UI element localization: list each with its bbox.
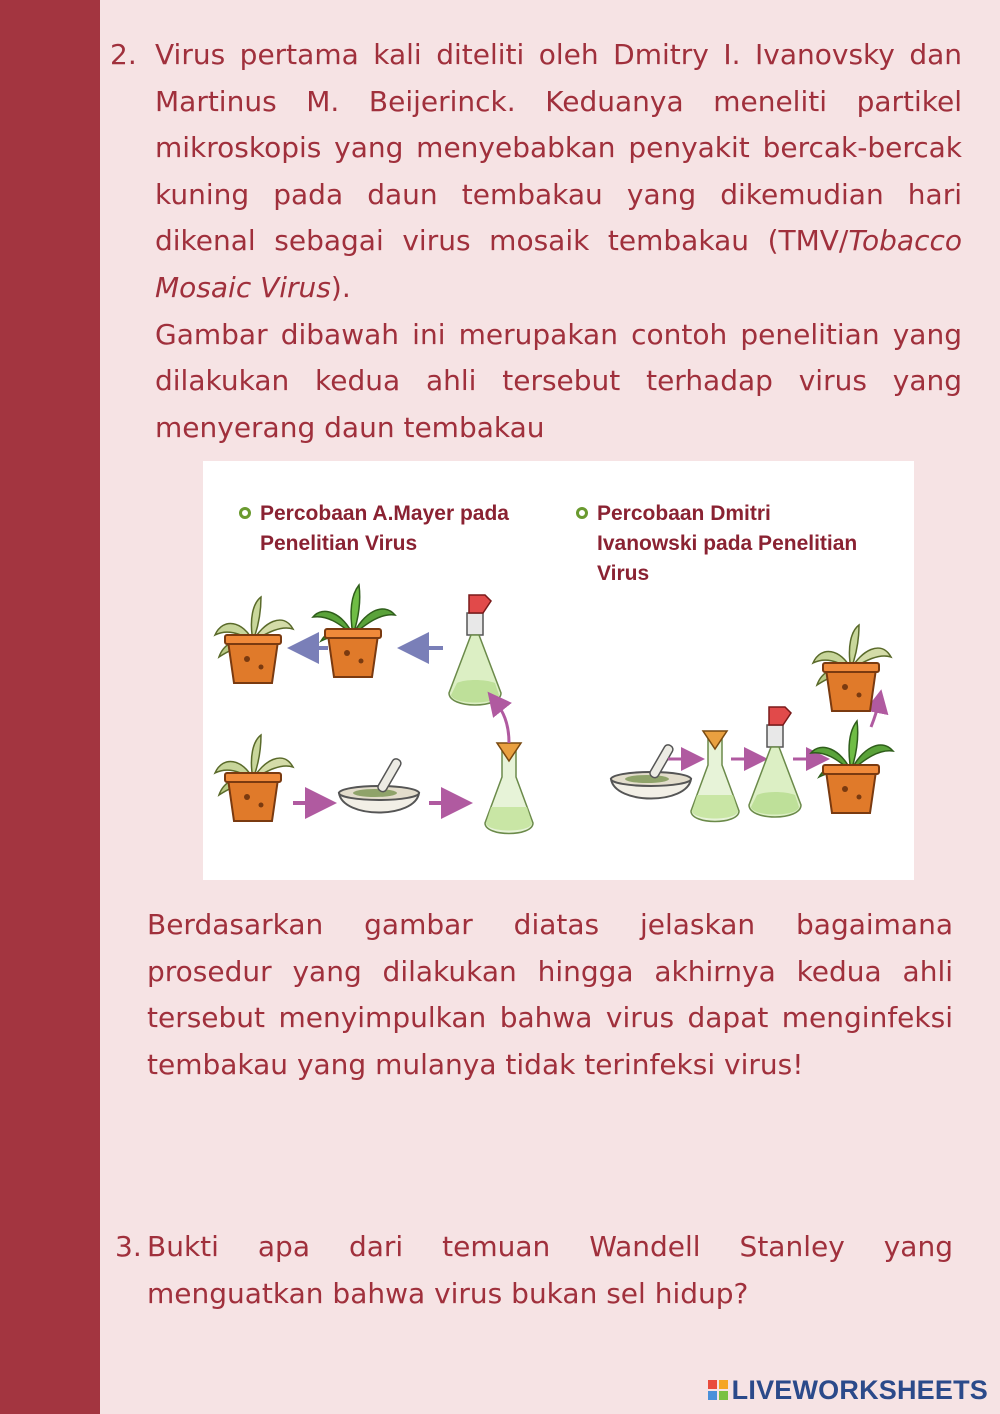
extract-flask (485, 743, 533, 834)
filter-flask (691, 731, 739, 822)
healthy-plant-pot-2 (811, 721, 893, 813)
spray-bottle (449, 595, 501, 705)
caption-mayer: Percobaan A.Mayer pada Penelitian Virus (239, 499, 539, 559)
logo-square (708, 1380, 717, 1389)
liveworksheets-logo-icon (708, 1380, 728, 1400)
question-number: 2. (110, 38, 137, 71)
intro-text-end: ). (330, 270, 351, 304)
mortar-and-pestle-2 (611, 743, 691, 798)
left-sidebar-band (0, 0, 100, 1414)
spray-bottle-2 (749, 707, 801, 817)
question-3-text: Bukti apa dari temuan Wandell Stanley yang menguatkan bahwa virus bukan sel hidup? (147, 1230, 953, 1310)
prompt-text: Berdasarkan gambar diatas jelaskan bagaimana prosedur yang dilakukan hingga akhirnya kedua ahli tersebut menyimpulkan bahwa virus dapat menginfeksi tembakau yang mulanya tidak terinfeksi virus! (147, 908, 953, 1081)
mortar-and-pestle (339, 757, 419, 812)
infected-plant-pot-2 (215, 735, 293, 821)
healthy-plant-pot (313, 585, 395, 677)
bullet-icon (576, 507, 588, 519)
liveworksheets-brand[interactable] (708, 1372, 988, 1408)
logo-square (708, 1391, 717, 1400)
question-number: 3. (115, 1230, 142, 1263)
bullet-icon (239, 507, 251, 519)
question-3 (115, 1224, 953, 1317)
infected-plant-pot-3 (813, 625, 891, 711)
experiment-figure (203, 461, 914, 880)
question-2 (110, 32, 962, 451)
caption-ivanowski: Percobaan Dmitri Ivanowski pada Penelitian Virus (576, 499, 876, 589)
infected-plant-pot (215, 597, 293, 683)
logo-square (719, 1391, 728, 1400)
question-2-paragraph-2: Gambar dibawah ini merupakan contoh penelitian yang dilakukan kedua ahli tersebut terhadap virus yang menyerang daun tembakau (155, 317, 962, 444)
brand-name: LIVEWORKSHEETS (731, 1374, 988, 1405)
question-2-paragraph-1 (155, 32, 962, 312)
logo-square (719, 1380, 728, 1389)
italic-virus-name: Tobacco Mosaic Virus (155, 224, 962, 304)
intro-text: Virus pertama kali diteliti oleh Dmitry I. Ivanovsky dan Martinus M. Beijerinck. Keduanya meneliti partikel mikroskopis yang menyebabkan penyakit bercak-bercak kuning pada daun tembakau yang dikemudian hari dikenal sebagai virus mosaik tembakau (TMV/ (155, 38, 962, 258)
question-2-prompt (147, 902, 953, 1088)
